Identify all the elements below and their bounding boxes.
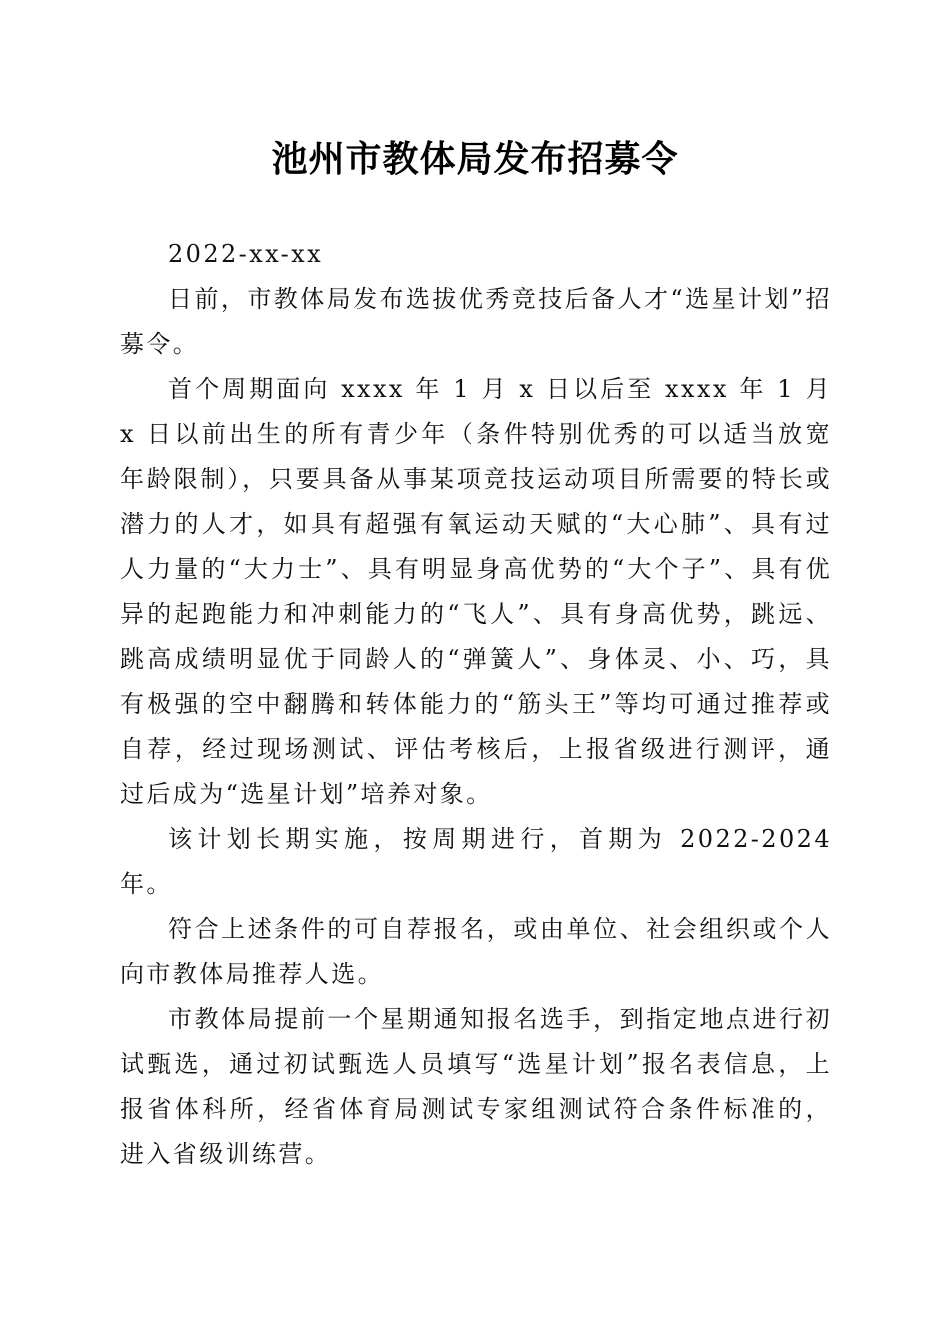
paragraph-period: 该计划长期实施，按周期进行，首期为 2022-2024 年。 [120,825,832,898]
paragraph-intro: 日前，市教体局发布选拔优秀竞技后备人才“选星计划”招募令。 [120,285,832,358]
paragraph-selection: 市教体局提前一个星期通知报名选手，到指定地点进行初试甄选，通过初试甄选人员填写“选星计划”报名表信息，上报省体科所，经省体育局测试专家组测试符合条件标准的，进入省级训练营。 [120,1005,832,1168]
document-title: 池州市教体局发布招募令 [271,138,679,180]
paragraph-registration: 符合上述条件的可自荐报名，或由单位、社会组织或个人向市教体局推荐人选。 [120,915,832,988]
document-body [120,232,832,1177]
document-date: 2022-xx-xx [168,240,324,268]
paragraph-eligibility: 首个周期面向 xxxx 年 1 月 x 日以后至 xxxx 年 1 月 x 日以前出生的所有青少年（条件特别优秀的可以适当放宽年龄限制），只要具备从事某项竞技运动项目所需要的特长或潜力的人才，如具有超强有氧运动天赋的“大心肺”、具有过人力量的“大力士”、具有明显身高优势的“大个子”、具有优异的起跑能力和冲刺能力的“飞人”、具有身高优势，跳远、跳高成绩明显优于同龄人的“弹簧人”、身体灵、小、巧，具有极强的空中翻腾和转体能力的“筋头王”等均可通过推荐或自荐，经过现场测试、评估考核后，上报省级进行测评，通过后成为“选星计划”培养对象。 [120,375,832,808]
